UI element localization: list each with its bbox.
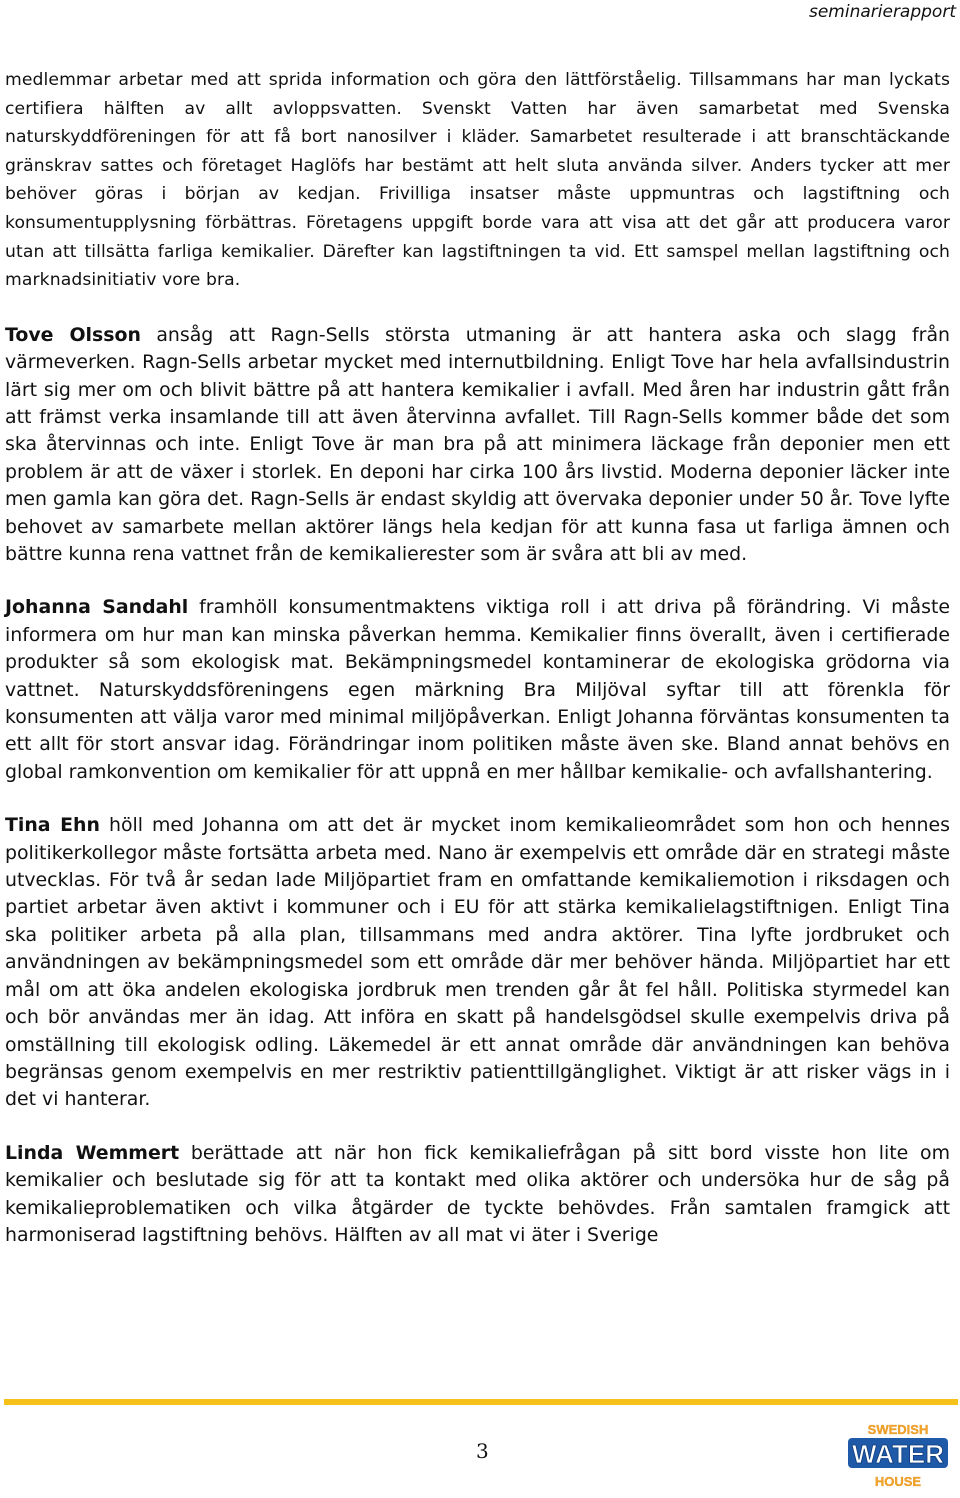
paragraph-text: höll med Johanna om att det är mycket inom kemikalieområdet som hon och hennes politikerkollegor måste fortsätta arbeta med. Nano är exempelvis ett område där en strategi måste utvecklas. För två år sedan lade Miljöpartiet fram en omfattande kemikaliemotion i riksdagen och partiet arbetar även aktivt i kommuner och i EU för att stärka kemikalielagstiftnigen. Enligt Tina ska politiker arbeta på alla plan, tillsammans med andra aktörer. Tina lyfte jordbruket och användningen av bekämpningsmedel som ett område där mer behöver hända. Miljöpartiet har ett mål om att öka andelen ekologiska jordbruk men trenden går åt fel håll. Politiska styrmedel kan och bör användas mer än idag. Att införa en skatt på handelsgödsel skulle exempelvis driva på omställning till ekologisk odling. Läkemedel är ett annat område där användningen kan behöva begränsas genom exempelvis en mer restriktiv patienttillgänglighet. Viktigt är att risker vägs in i det vi hanterar. <box>5 814 950 1111</box>
document-header: seminarierapport <box>808 2 956 22</box>
footer-rule <box>4 1399 958 1405</box>
page-number: 3 <box>476 1439 489 1463</box>
logo-text-water: WATER <box>852 1439 944 1469</box>
speaker-name: Tina Ehn <box>5 814 100 837</box>
paragraph-text: framhöll konsumentmaktens viktiga roll i att driva på förändring. Vi måste informera om hur man kan minska påverkan hemma. Kemikalier finns överallt, även i certifierade produkter så som ekologisk mat. Bekämpningsmedel kontaminerar de ekologiska grödorna via vattnet. Naturskyddsföreningens egen märkning Bra Miljöval syftar till att förenkla för konsumenten att välja varor med minimal miljöpåverkan. Enligt Johanna förväntas konsumenten ta ett allt för stort ansvar idag. Förändringar inom politiken måste även ske. Bland annat behövs en global ramkonvention om kemikalier för att uppnå en mer hållbar kemikalie- och avfallshantering. <box>5 596 950 783</box>
speaker-name: Johanna Sandahl <box>5 596 189 619</box>
paragraph-intro <box>5 66 950 295</box>
speaker-name: Tove Olsson <box>5 323 141 346</box>
swedish-water-house-logo <box>842 1420 954 1494</box>
paragraph-text: medlemmar arbetar med att sprida information och göra den lättförståelig. Tillsammans har man lyckats certifiera hälften av allt avloppsvatten. Svenskt Vatten har även samarbetat med Svenska naturskyddföreningen för att få bort nanosilver i kläder. Samarbetet resulterade i att branschtäckande gränskrav sattes och företaget Haglöfs har bestämt att helt sluta använda silver. Anders tycker att mer behöver göras i början av kedjan. Frivilliga insatser måste uppmuntras och lagstiftning och konsumentupplysning förbättras. Företagens uppgift borde vara att visa att det går att producera varor utan att tillsätta farliga kemikalier. Därefter kan lagstiftningen ta vid. Ett samspel mellan lagstiftning och marknadsinitiativ vore bra. <box>5 70 950 291</box>
paragraph-linda-wemmert <box>5 1140 950 1250</box>
logo-text-swedish: SWEDISH <box>867 1422 929 1437</box>
paragraph-text: berättade att när hon fick kemikaliefrågan på sitt bord visste hon lite om kemikalier och beslutade sig för att ta kontakt med olika aktörer och undersöka hur de såg på kemikalieproblematiken och vilka åtgärder de tyckte behövdes. Från samtalen framgick att harmoniserad lagstiftning behövs. Hälften av all mat vi äter i Sverige <box>5 1141 951 1246</box>
logo-text-house: HOUSE <box>874 1474 922 1489</box>
speaker-name: Linda Wemmert <box>5 1141 180 1164</box>
document-body <box>5 66 950 1275</box>
paragraph-johanna-sandahl <box>5 594 950 786</box>
paragraph-text: ansåg att Ragn-Sells största utmaning är att hantera aska och slagg från värmeverken. Ragn-Sells arbetar mycket med internutbildning. Enligt Tove har hela avfallsindustrin lärt sig mer om och blivit bättre på att hantera kemikalier i avfall. Med åren har industrin gått från att främst verka insamlande till att även återvinna avfallet. Till Ragn-Sells kommer både det som ska återvinnas och inte. Enligt Tove är man bra på att minimera läckage från deponier men ett problem är att de växer i storlek. En deponi har cirka 100 års livstid. Moderna deponier läcker inte men gamla kan göra det. Ragn-Sells är endast skyldig att övervaka deponier under 50 år. Tove lyfte behovet av samarbete mellan aktörer längs hela kedjan för att kunna fasa ut farliga ämnen och bättre kunna rena vattnet från de kemikalierester som är svåra att bli av med. <box>5 323 950 565</box>
paragraph-tina-ehn <box>5 812 950 1113</box>
paragraph-tove-olsson <box>5 322 950 569</box>
